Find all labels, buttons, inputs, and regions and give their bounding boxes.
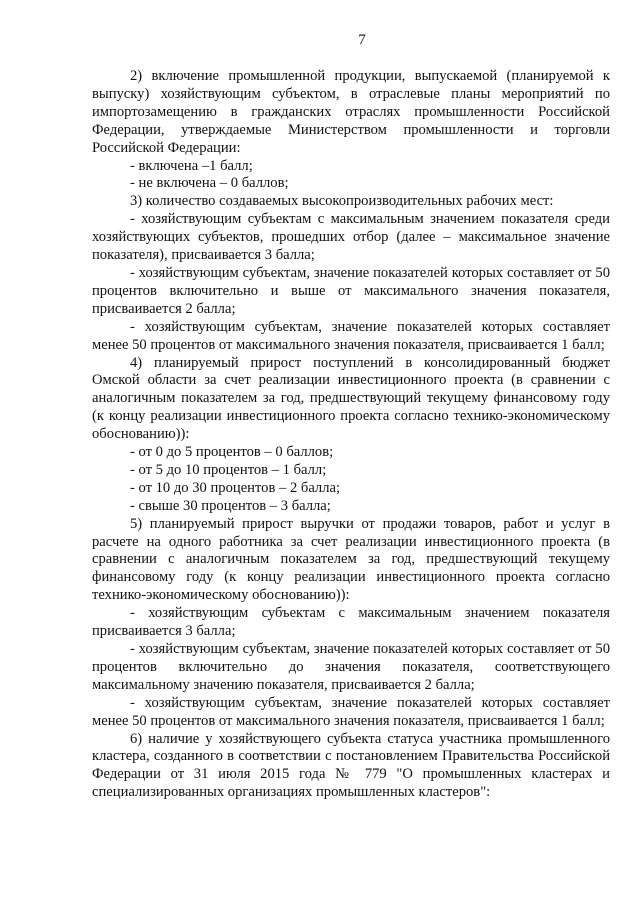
list-item: - не включена – 0 баллов; bbox=[130, 175, 289, 192]
list-item: - от 0 до 5 процентов – 0 баллов; bbox=[130, 444, 334, 461]
list-item: - хозяйствующим субъектам, значение показателей которых составляет от 50 процентов включительно до значения показателя, соответствующего максимальному значению показателя, присваивается 2 балла; bbox=[92, 641, 610, 693]
paragraph-item-3: 3) количество создаваемых высокопроизводительных рабочих мест: bbox=[130, 193, 554, 210]
list-item: - свыше 30 процентов – 3 балла; bbox=[130, 497, 331, 514]
list-item: - хозяйствующим субъектам, значение показателей которых составляет от 50 процентов включительно и выше от максимального значения показателя, присваивается 2 балла; bbox=[92, 264, 610, 317]
document-body bbox=[92, 68, 610, 802]
list-item: - хозяйствующим субъектам, значение показателей которых составляет менее 50 процентов от максимального значения показателя, присваивается 1 балл; bbox=[92, 318, 610, 353]
paragraph-item-5: 5) планируемый прирост выручки от продажи товаров, работ и услуг в расчете на одного работника за счет реализации инвестиционного проекта (в сравнении с аналогичным показателем за год, предшествующий текущему финансовому году (к концу реализации инвестиционного проекта согласно технико-экономическому обоснованию)): bbox=[92, 515, 610, 604]
paragraph-item-6: 6) наличие у хозяйствующего субъекта статуса участника промышленного кластера, созданного в соответствии с постановлением Правительства Российской Федерации от 31 июля 2015 года № 779 "О промышленных кластерах и специализированных организациях промышленных кластеров": bbox=[92, 730, 610, 801]
list-item: - хозяйствующим субъектам, значение показателей которых составляет менее 50 процентов от максимального значения показателя, присваивается 1 балл; bbox=[92, 694, 610, 729]
list-item: - от 5 до 10 процентов – 1 балл; bbox=[130, 461, 327, 478]
paragraph-item-2: 2) включение промышленной продукции, выпускаемой (планируемой к выпуску) хозяйствующим субъектом, в отраслевые планы мероприятий по импортозамещению в гражданских отраслях промышленности Российской Федерации, утверждаемые Министерством промышленности и торговли Российской Федерации: bbox=[92, 68, 610, 156]
page-number: 7 bbox=[358, 32, 366, 48]
list-item: - от 10 до 30 процентов – 2 балла; bbox=[130, 479, 341, 496]
list-item: - включена –1 балл; bbox=[130, 157, 253, 174]
paragraph-item-4: 4) планируемый прирост поступлений в консолидированный бюджет Омской области за счет реализации инвестиционного проекта (в сравнении с аналогичным показателем за год, предшествующий текущему финансовому году (к концу реализации инвестиционного проекта согласно технико-экономическому обоснованию)): bbox=[92, 354, 610, 443]
list-item: - хозяйствующим субъектам с максимальным значением показателя среди хозяйствующих субъектов, прошедших отбор (далее – максимальное значение показателя), присваивается 3 балла; bbox=[92, 211, 610, 264]
list-item: - хозяйствующим субъектам с максимальным значением показателя присваивается 3 балла; bbox=[92, 605, 610, 640]
